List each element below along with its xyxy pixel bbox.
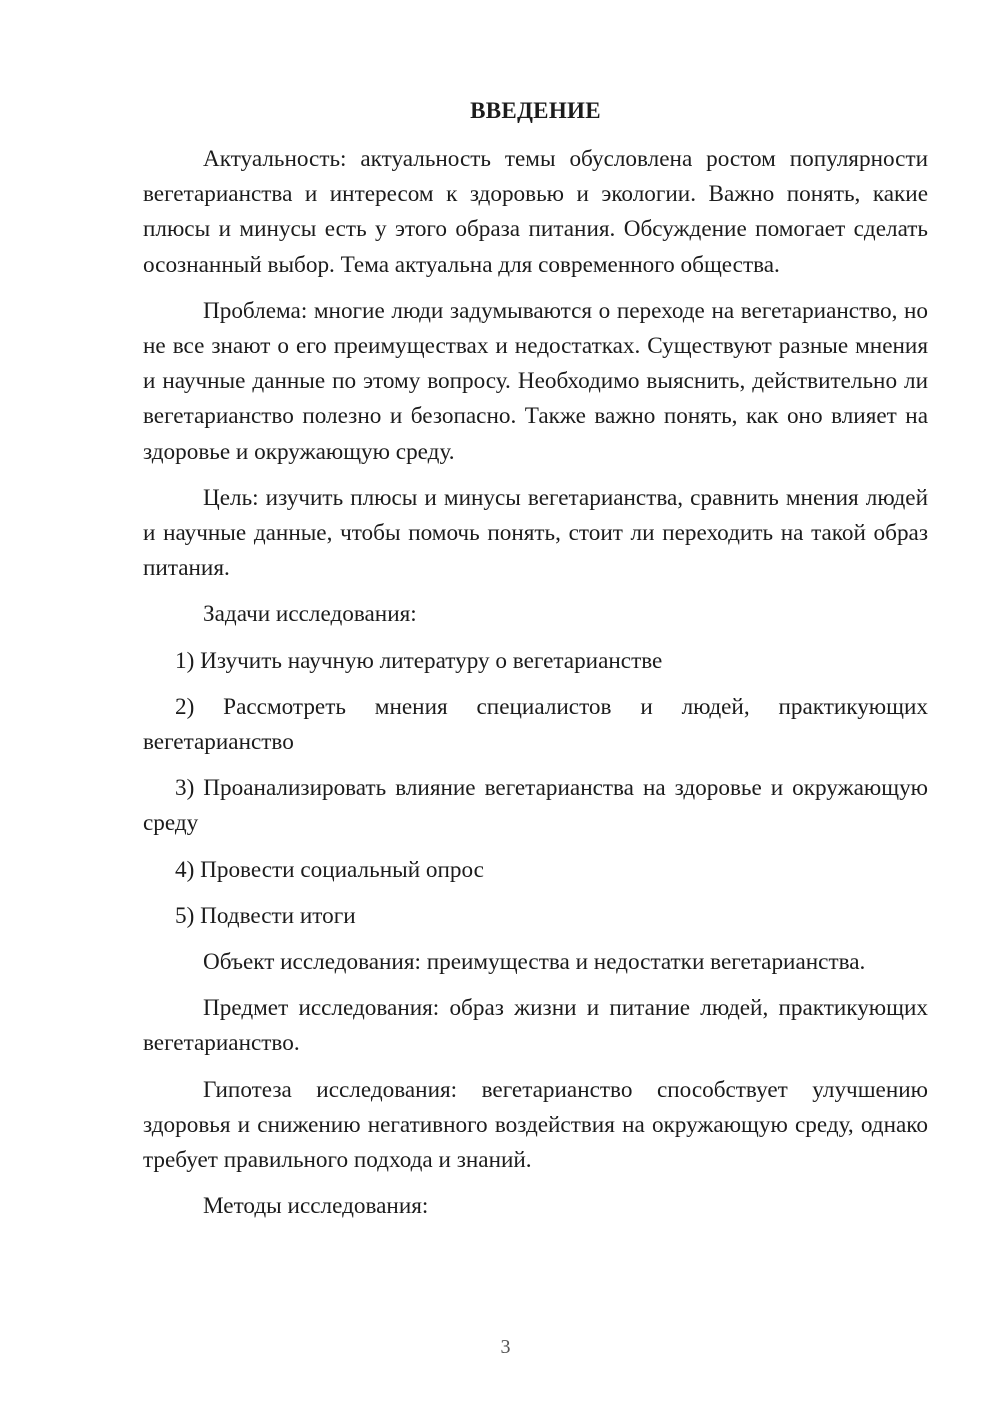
task-item-5: 5) Подвести итоги bbox=[175, 902, 356, 929]
task-item-3: 3) Проанализировать влияние вегетарианства на здоровье и окружающую среду bbox=[143, 775, 928, 837]
paragraph-hypothesis: Гипотеза исследования: вегетарианство способствует улучшению здоровья и снижению негативного воздействия на окружающую среду, однако требует правильного подхода и знаний. bbox=[143, 1076, 928, 1174]
section-title: ВВЕДЕНИЕ bbox=[470, 98, 601, 123]
document-body bbox=[143, 142, 928, 1235]
task-item-2: 2) Рассмотреть мнения специалистов и людей, практикующих вегетарианство bbox=[143, 693, 928, 756]
paragraph-subject: Предмет исследования: образ жизни и питание людей, практикующих вегетарианство. bbox=[143, 995, 928, 1057]
paragraph-problem: Проблема: многие люди задумываются о переходе на вегетарианство, но не все знают о его преимуществах и недостатках. Существуют разные мнения и научные данные по этому вопросу. Необходимо выяснить, действительно ли вегетарианство полезно и безопасно. Также важно понять, как оно влияет на здоровье и окружающую среду. bbox=[143, 297, 928, 465]
document-page bbox=[143, 0, 928, 1414]
page-number: 3 bbox=[500, 1336, 511, 1358]
task-item-1: 1) Изучить научную литературу о вегетарианстве bbox=[175, 647, 663, 674]
paragraph-methods: Методы исследования: bbox=[203, 1193, 429, 1220]
paragraph-tasks-heading: Задачи исследования: bbox=[203, 601, 417, 628]
paragraph-object: Объект исследования: преимущества и недостатки вегетарианства. bbox=[203, 949, 866, 976]
task-item-4: 4) Провести социальный опрос bbox=[175, 856, 484, 883]
paragraph-relevance: Актуальность: актуальность темы обусловлена ростом популярности вегетарианства и интересом к здоровью и экологии. Важно понять, какие плюсы и минусы есть у этого образа питания. Обсуждение помогает сделать осознанный выбор. Тема актуальна для современного общества. bbox=[143, 146, 928, 278]
paragraph-goal: Цель: изучить плюсы и минусы вегетарианства, сравнить мнения людей и научные данные, чтобы помочь понять, стоит ли переходить на такой образ питания. bbox=[143, 484, 928, 582]
